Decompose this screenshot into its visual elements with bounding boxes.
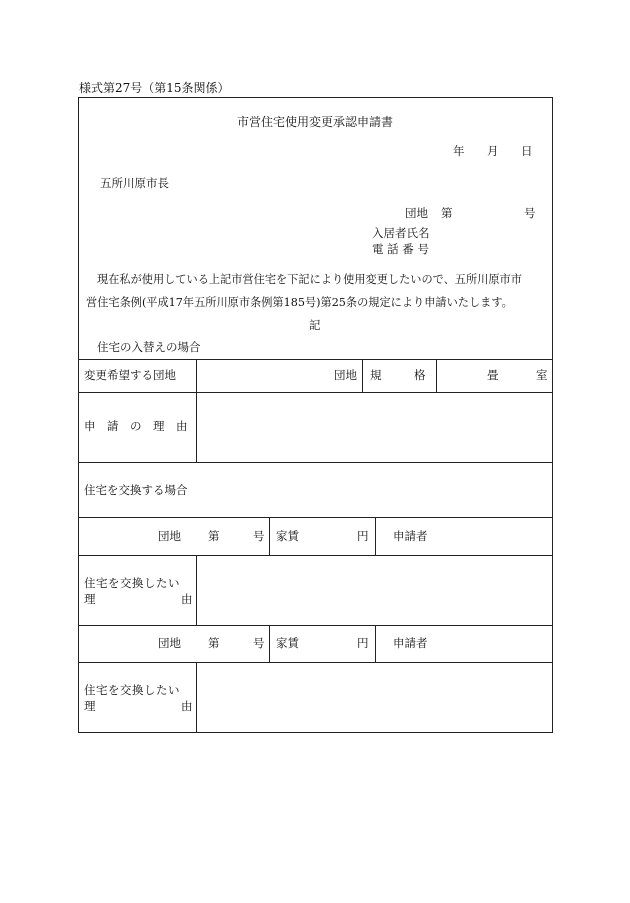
exchange2-reason-yu: 由 <box>181 699 193 713</box>
col-divider <box>375 517 376 555</box>
jou-label: 畳 <box>487 368 499 382</box>
exchange2-dai: 第 <box>208 636 220 650</box>
applicant-gou: 号 <box>524 206 536 220</box>
col-divider <box>375 625 376 662</box>
ki-label: 記 <box>309 318 321 332</box>
phone-label: 電 話 番 号 <box>372 242 429 256</box>
exchange2-yen: 円 <box>357 636 369 650</box>
row-divider <box>78 392 553 393</box>
row-divider <box>78 555 553 556</box>
col-divider <box>196 359 197 462</box>
section2-title: 住宅を交換する場合 <box>84 483 188 497</box>
row-divider <box>78 625 553 626</box>
exchange1-reason-ri: 理 <box>84 592 96 606</box>
exchange2-danchi: 団地 <box>158 636 181 650</box>
col-divider <box>436 359 437 392</box>
exchange2-reason-ri: 理 <box>84 699 96 713</box>
exchange1-gou: 号 <box>253 529 265 543</box>
addressee: 五所川原市長 <box>100 176 169 190</box>
date-year: 年 <box>453 144 465 158</box>
exchange1-applicant: 申請者 <box>393 529 428 543</box>
form-title: 市営住宅使用変更承認申請書 <box>236 115 393 129</box>
form-number: 様式第27号（第15条関係） <box>79 81 230 95</box>
exchange1-reason-label: 住宅を交換したい <box>84 576 180 590</box>
col-divider <box>269 625 270 662</box>
exchange1-rent: 家賃 <box>276 529 299 543</box>
row-divider <box>78 662 553 663</box>
reason-field[interactable] <box>198 394 551 460</box>
exchange1-reason-yu: 由 <box>181 592 193 606</box>
resident-name-label: 入居者氏名 <box>372 226 430 240</box>
row-divider <box>78 517 553 518</box>
col-divider <box>196 555 197 625</box>
exchange1-dai: 第 <box>208 529 220 543</box>
kikaku-b: 格 <box>414 368 426 382</box>
date-month: 月 <box>487 144 499 158</box>
exchange2-reason-label: 住宅を交換したい <box>84 683 180 697</box>
exchange1-danchi: 団地 <box>158 529 181 543</box>
date-day: 日 <box>521 144 533 158</box>
col-divider <box>362 359 363 392</box>
exchange1-reason-field[interactable] <box>198 557 551 623</box>
col-divider <box>269 517 270 555</box>
exchange2-applicant: 申請者 <box>393 636 428 650</box>
exchange2-gou: 号 <box>253 636 265 650</box>
section1-title: 住宅の入替えの場合 <box>97 340 201 354</box>
reason-label: 申 請 の 理 由 <box>84 419 188 433</box>
kikaku-a: 規 <box>370 368 382 382</box>
row-divider <box>78 462 553 463</box>
applicant-dai: 第 <box>441 206 453 220</box>
exchange1-yen: 円 <box>357 529 369 543</box>
body-line-2: 営住宅条例(平成17年五所川原市条例第185号)第25条の規定により申請いたします。 <box>86 296 513 309</box>
shitsu-label: 室 <box>536 368 548 382</box>
exchange2-rent: 家賃 <box>276 636 299 650</box>
desired-complex-field[interactable] <box>198 361 328 390</box>
applicant-danchi: 団地 <box>405 206 428 220</box>
row-divider <box>78 359 553 360</box>
desired-danchi: 団地 <box>334 368 357 382</box>
exchange2-reason-field[interactable] <box>198 664 551 730</box>
col-divider <box>196 662 197 732</box>
desired-complex-label: 変更希望する団地 <box>84 368 176 382</box>
body-line-1: 現在私が使用している上記市営住宅を下記により使用変更したいので、五所川原市市 <box>97 273 522 286</box>
